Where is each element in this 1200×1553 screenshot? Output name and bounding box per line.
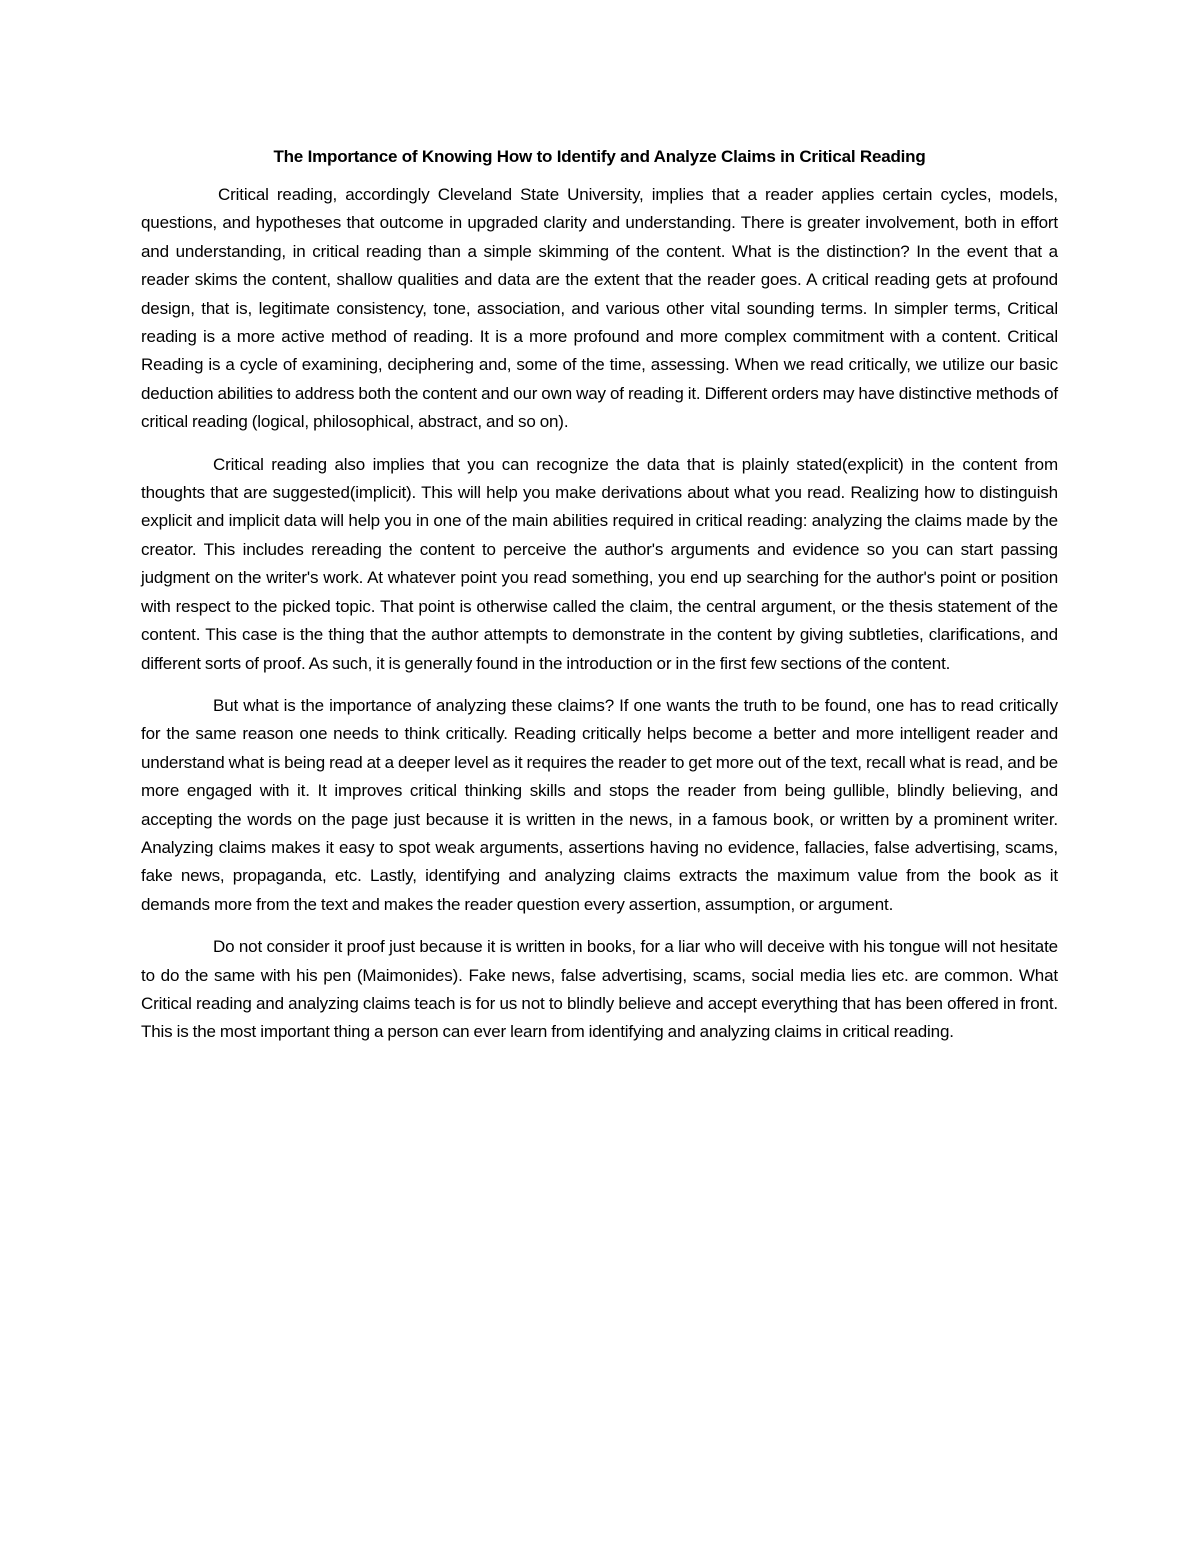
paragraph-3: But what is the importance of analyzing these claims? If one wants the truth to be found, one has to read critically for the same reason one needs to think critically. Reading critically helps become a better and more intelligent reader and understand what is being read at a deeper level as it requires the reader to get more out of the text, recall what is read, and be more engaged with it. It improves critical thinking skills and stops the reader from being gullible, blindly believing, and accepting the words on the page just because it is written in the news, in a famous book, or written by a prominent writer. Analyzing claims makes it easy to spot weak arguments, assertions having no evidence, fallacies, false advertising, scams, fake news, propaganda, etc. Lastly, identifying and analyzing claims extracts the maximum value from the book as it demands more from the text and makes the reader question every assertion, assumption, or argument. (141, 695, 1058, 914)
paragraph-1: Critical reading, accordingly Cleveland State University, implies that a reader applies certain cycles, models, questions, and hypotheses that outcome in upgraded clarity and understanding. There is greater involvement, both in effort and understanding, in critical reading than a simple skimming of the content. What is the distinction? In the event that a reader skims the content, shallow qualities and data are the extent that the reader goes. A critical reading gets at profound design, that is, legitimate consistency, tone, association, and various other vital sounding terms. In simpler terms, Critical reading is a more active method of reading. It is a more profound and more complex commitment with a content. Critical Reading is a cycle of examining, deciphering and, some of the time, assessing. When we read critically, we utilize our basic deduction abilities to address both the content and our own way of reading it. Different orders may have distinctive methods of critical reading (logical, philosophical, abstract, and so on). (141, 185, 1058, 432)
document-title: The Importance of Knowing How to Identify and Analyze Claims in Critical Reading (273, 147, 926, 166)
document-body (141, 143, 1058, 1061)
paragraph-4: Do not consider it proof just because it is written in books, for a liar who will deceive with his tongue will not hesitate to do the same with his pen (Maimonides). Fake news, false advertising, scams, social media lies etc. are common. What Critical reading and analyzing claims teach is for us not to blindly believe and accept everything that has been offered in front. This is the most important thing a person can ever learn from identifying and analyzing claims in critical reading. (141, 937, 1058, 1042)
paragraph-2: Critical reading also implies that you can recognize the data that is plainly stated(explicit) in the content from thoughts that are suggested(implicit). This will help you make derivations about what you read. Realizing how to distinguish explicit and implicit data will help you in one of the main abilities required in critical reading: analyzing the claims made by the creator. This includes rereading the content to perceive the author's arguments and evidence so you can start passing judgment on the writer's work. At whatever point you read something, you end up searching for the author's point or position with respect to the picked topic. That point is otherwise called the claim, the central argument, or the thesis statement of the content. This case is the thing that the author attempts to demonstrate in the content by giving subtleties, clarifications, and different sorts of proof. As such, it is generally found in the introduction or in the first few sections of the content. (141, 454, 1058, 673)
